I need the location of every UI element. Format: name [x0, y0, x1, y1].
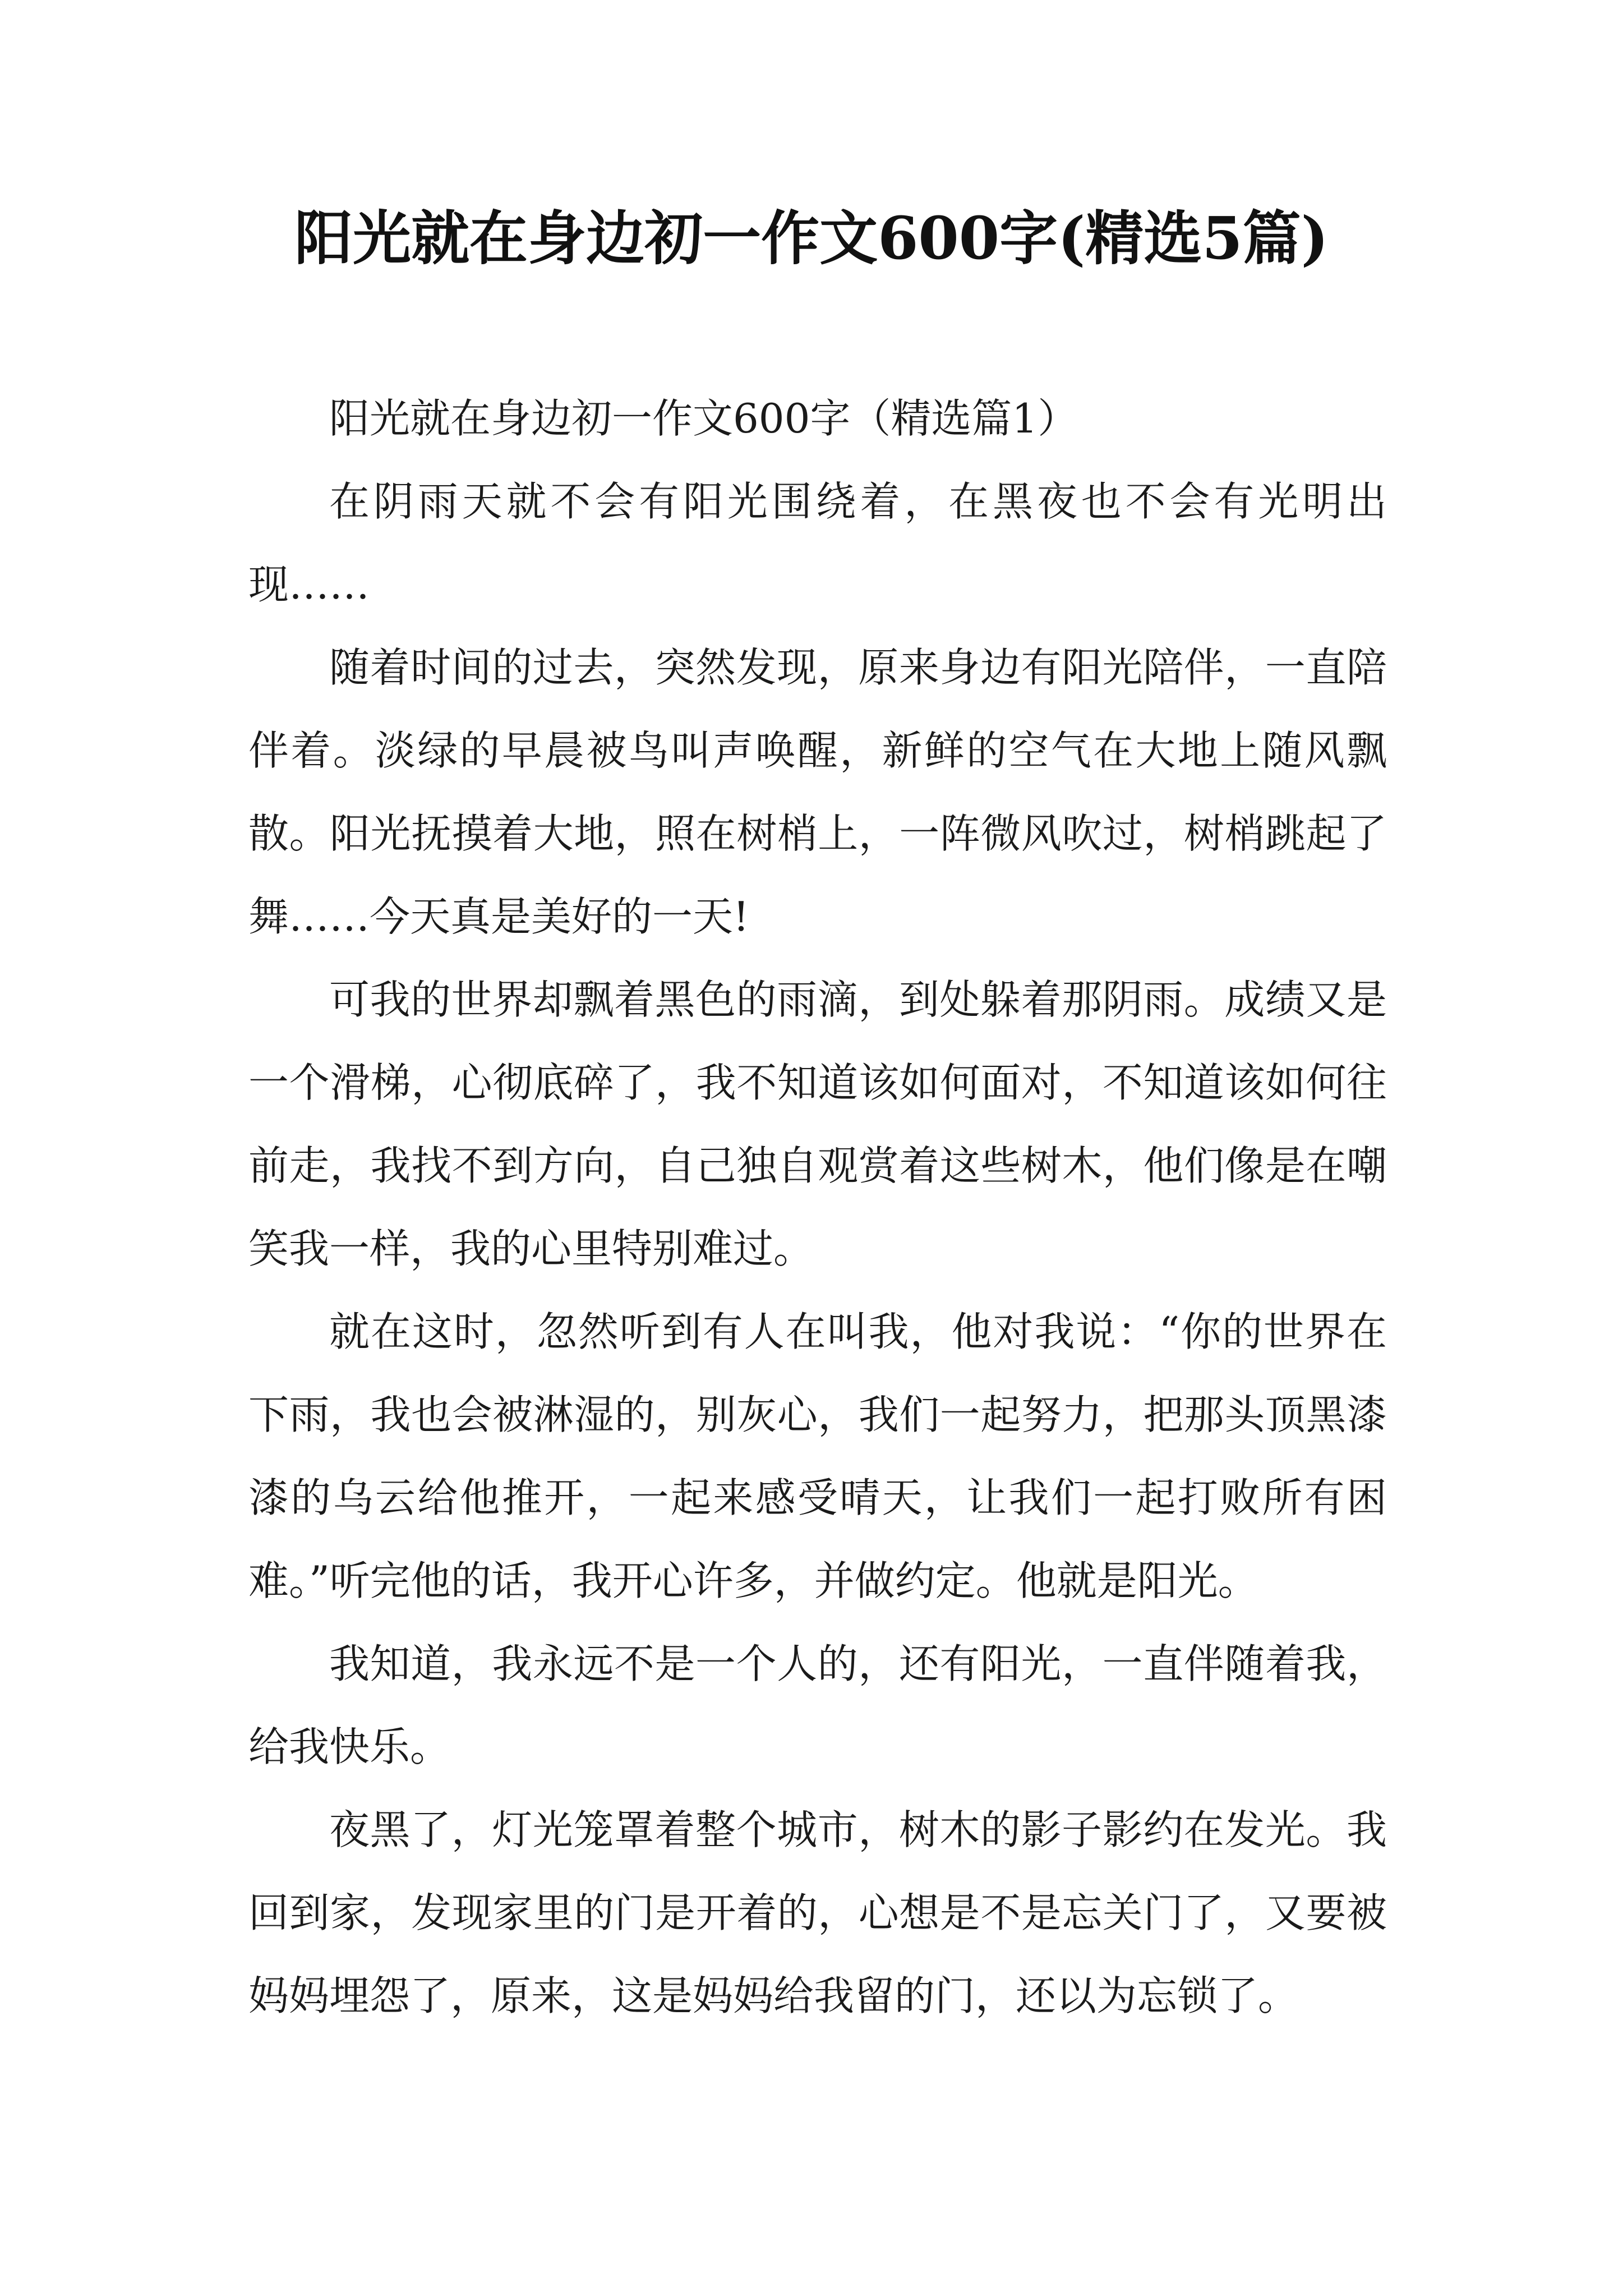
paragraph: 可我的世界却飘着黑色的雨滴，到处躲着那阴雨。成绩又是一个滑梯，心彻底碎了，我不知道该如何面对，不知道该如何往前走，我找不到方向，自己独自观赏着这些树木，他们像是在嘲笑我一样，我的心里特别难过。 [248, 976, 1387, 1272]
paragraph: 在阴雨天就不会有阳光围绕着，在黑夜也不会有光明出现…… [248, 478, 1387, 608]
document-title: 阳光就在身边初一作文600字(精选5篇) [294, 204, 1329, 273]
section-heading: 阳光就在身边初一作文600字（精选篇1） [329, 395, 1078, 442]
paragraph: 就在这时，忽然听到有人在叫我，他对我说：“你的世界在下雨，我也会被淋湿的，别灰心，我们一起努力，把那头顶黑漆漆的乌云给他推开，一起来感受晴天，让我们一起打败所有困难。”听完他的话，我开心许多，并做约定。他就是阳光。 [248, 1308, 1387, 1604]
paragraph: 夜黑了，灯光笼罩着整个城市，树木的影子影约在发光。我回到家，发现家里的门是开着的，心想是不是忘关门了，又要被妈妈埋怨了，原来，这是妈妈给我留的门，还以为忘锁了。 [248, 1806, 1387, 2019]
document-body [248, 377, 1387, 2037]
paragraph: 随着时间的过去，突然发现，原来身边有阳光陪伴，一直陪伴着。淡绿的早晨被鸟叫声唤醒，新鲜的空气在大地上随风飘散。阳光抚摸着大地，照在树梢上，一阵微风吹过，树梢跳起了舞……今天真是美好的一天! [248, 644, 1387, 940]
paragraph: 我知道，我永远不是一个人的，还有阳光，一直伴随着我，给我快乐。 [248, 1640, 1387, 1770]
